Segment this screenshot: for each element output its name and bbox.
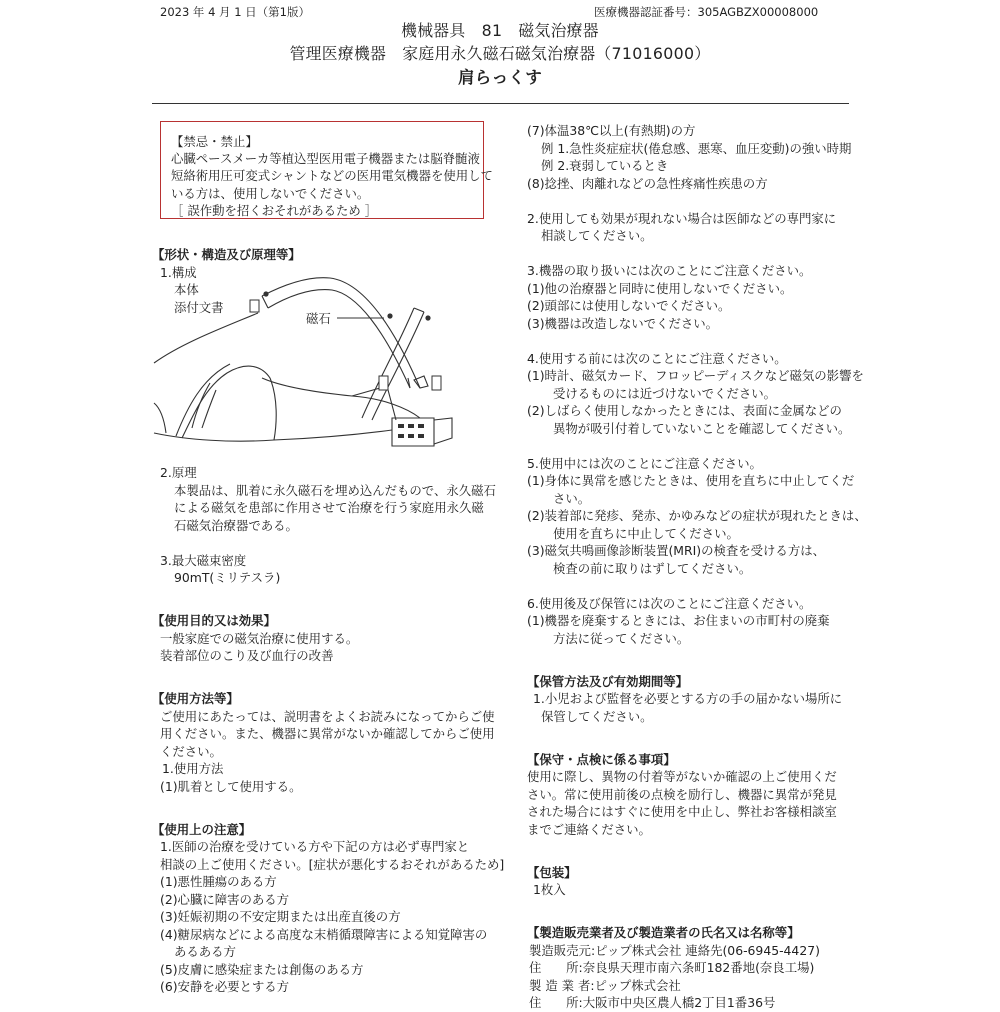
device-classification: 管理医療機器 家庭用永久磁石磁気治療器（71016000） — [289, 44, 711, 63]
product-name: 肩らっくす — [458, 68, 542, 87]
caution-item: (5)皮膚に感染症または創傷のある方 — [160, 961, 364, 977]
caution-item: (3)妊娠初期の不安定期または出産直後の方 — [160, 909, 401, 924]
caution-5-item: (2)装着部に発疹、発赤、かゆみなどの症状が現れたときは、 — [527, 508, 867, 523]
caution-5-item: (1)身体に異常を感じたときは、使用を直ちに中止してくだ — [527, 473, 855, 488]
principle-title: 2.原理 — [160, 465, 197, 480]
composition-item: 添付文書 — [174, 299, 224, 315]
caution-3-title: 3.機器の取り扱いには次のことにご注意ください。 — [527, 263, 812, 278]
principle-text: 石磁気治療器である。 — [174, 517, 298, 533]
caution-4-item: (1)時計、磁気カード、フロッピーディスクなど磁気の影響を — [527, 368, 864, 383]
strap-adjuster — [250, 300, 259, 312]
principle-text: による磁気を患部に作用させて治療を行う家庭用永久磁 — [174, 500, 484, 515]
caution-example: 例 2.衰弱しているとき — [541, 158, 669, 173]
caution-5-item-cont: さい。 — [553, 490, 591, 506]
certification-number: 医療機器認証番号：305AGBZX00008000 — [594, 5, 819, 19]
package-text: 1枚入 — [533, 882, 566, 897]
caution-item: (6)安静を必要とする方 — [160, 979, 290, 994]
caution-item: (2)心臓に障害のある方 — [160, 891, 290, 907]
maker-heading: 【製造販売業者及び製造業者の氏名又は名称等】 — [527, 925, 800, 940]
maker-line: 製造販売元:ピップ株式会社 連絡先(06-6945-4427) — [529, 942, 820, 958]
maintenance-text: 使用に際し、異物の付着等がないか確認の上ご使用くだ — [527, 769, 837, 784]
caution-2-text: 相談してください。 — [541, 228, 653, 243]
magnet-dot — [425, 315, 430, 320]
flux-density-title: 3.最大磁束密度 — [160, 552, 247, 568]
maker-line: 製 造 業 者:ピップ株式会社 — [529, 977, 681, 993]
caution-5-title: 5.使用中には次のことにご注意ください。 — [527, 455, 762, 471]
caution-6-item-cont: 方法に従ってください。 — [553, 630, 690, 646]
maker-line: 住 所:大阪市中央区農人橋2丁目1番36号 — [529, 995, 776, 1010]
flux-density-value: 90mT(ミリテスラ) — [174, 570, 281, 585]
caution-4-item: (2)しばらく使用しなかったときには、表面に金属などの — [527, 403, 842, 418]
issue-date: 2023 年 4 月 1 日（第1版） — [160, 5, 310, 19]
left-column-lower — [152, 464, 505, 996]
storage-text: 保管してください。 — [541, 708, 653, 724]
caution-5-item-cont: 検査の前に取りはずしてください。 — [553, 560, 752, 576]
warning-line: 短絡術用圧可変式シャントなどの医用電気機器を使用して — [171, 168, 493, 184]
purpose-text: 装着部位のこり及び血行の改善 — [160, 648, 334, 663]
caution-text: 1.医師の治療を受けている方や下記の方は必ず専門家と — [160, 839, 470, 854]
caution-2-text: 2.使用しても効果が現れない場合は医師などの専門家に — [527, 210, 837, 226]
contraindication-box — [160, 121, 493, 219]
usage-text: ください。 — [160, 743, 222, 759]
product-illustration — [152, 268, 472, 454]
usage-text: 用ください。また、機器に異常がないか確認してからご使用 — [160, 726, 495, 741]
composition-item: 本体 — [174, 282, 199, 297]
caution-item: (4)糖尿病などによる高度な末梢循環障害による知覚障害の — [160, 926, 488, 942]
caution-4-item-cont: 受けるものには近づけないでください。 — [553, 385, 777, 401]
composition-title: 1.構成 — [160, 264, 197, 280]
principle-text: 本製品は、肌着に永久磁石を埋め込んだもので、永久磁石 — [174, 482, 496, 498]
warning-line: いる方は、使用しないでください。 — [171, 185, 370, 201]
maintenance-text: された場合にはすぐに使用を中止し、弊社お客様相談室 — [527, 804, 837, 819]
caution-4-title: 4.使用する前には次のことにご注意ください。 — [527, 350, 787, 366]
caution-item-cont: あるある方 — [174, 944, 236, 959]
strap-adjuster — [432, 376, 441, 390]
caution-3-item: (2)頭部には使用しないでください。 — [527, 298, 731, 313]
caution-example: 例 1.急性炎症症状(倦怠感、悪寒、血圧変動)の強い時期 — [541, 140, 852, 156]
caution-3-item: (1)他の治療器と同時に使用しないでください。 — [527, 280, 793, 296]
strap-adjuster — [379, 376, 388, 390]
maintenance-text: さい。常に使用前後の点検を励行し、機器に異常が発見 — [527, 786, 837, 802]
caution-heading: 【使用上の注意】 — [152, 821, 252, 837]
maker-line: 住 所:奈良県天理市南六条町182番地(奈良工場) — [529, 960, 815, 975]
garment-drawing — [152, 268, 472, 454]
usage-method-title: 1.使用方法 — [162, 761, 224, 776]
maintenance-text: までご連絡ください。 — [527, 821, 651, 837]
magnet-dot — [263, 291, 268, 296]
usage-heading: 【使用方法等】 — [152, 691, 239, 706]
maintenance-heading: 【保守・点検に係る事項】 — [527, 751, 676, 767]
storage-text: 1.小児および監督を必要とする方の手の届かない場所に — [533, 691, 843, 706]
usage-method-item: (1)肌着として使用する。 — [160, 778, 302, 794]
caution-item: (1)悪性腫瘍のある方 — [160, 874, 277, 889]
shape-heading: 【形状・構造及び原理等】 — [152, 247, 301, 262]
purpose-heading: 【使用目的又は効果】 — [152, 613, 276, 628]
warning-line: 心臓ペースメーカ等植込型医用電子機器または脳脊髄液 — [171, 151, 480, 167]
caution-5-item-cont: 使用を直ちに中止してください。 — [553, 525, 739, 541]
caution-4-item-cont: 異物が吸引付着していないことを確認してください。 — [553, 420, 851, 436]
warning-line: ［ 誤作動を招くおそれがあるため ］ — [171, 202, 378, 218]
package-heading: 【包装】 — [527, 864, 577, 880]
caution-item: (7)体温38℃以上(有熱期)の方 — [527, 123, 696, 138]
magnet-dot — [387, 313, 392, 318]
caution-6-title: 6.使用後及び保管には次のことにご注意ください。 — [527, 595, 812, 611]
device-category: 機械器具 81 磁気治療器 — [401, 21, 599, 40]
caution-text: 相談の上ご使用ください。[症状が悪化するおそれがあるため] — [160, 856, 505, 872]
storage-heading: 【保管方法及び有効期間等】 — [527, 673, 689, 689]
magnet-label: 磁石 — [306, 311, 331, 326]
header-divider — [152, 103, 849, 104]
cup-outline — [182, 366, 276, 440]
warning-heading: 【禁忌・禁止】 — [171, 134, 258, 149]
caution-6-item: (1)機器を廃棄するときには、お住まいの市町村の廃棄 — [527, 613, 830, 628]
hook-panel — [392, 418, 434, 446]
right-column — [527, 122, 867, 1012]
purpose-text: 一般家庭での磁気治療に使用する。 — [160, 630, 359, 646]
caution-item: (8)捻挫、肉離れなどの急性疼痛性疾患の方 — [527, 175, 768, 191]
usage-text: ご使用にあたっては、説明書をよくお読みになってからご使 — [160, 708, 495, 724]
caution-3-item: (3)機器は改造しないでください。 — [527, 315, 719, 331]
caution-5-item: (3)磁気共鳴画像診断装置(MRI)の検査を受ける方は、 — [527, 543, 825, 558]
